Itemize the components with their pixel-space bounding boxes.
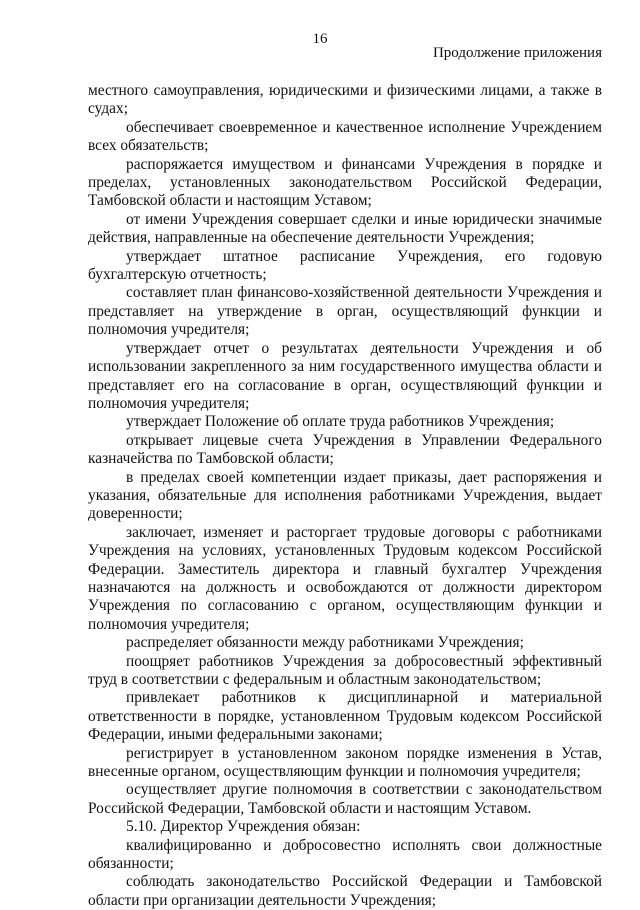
- paragraph: распределяет обязанности между работниками Учреждения;: [126, 634, 524, 652]
- paragraph: поощряет работников Учреждения за добросовестный эффективный труд в соответствии с федеральным и областным законодательством;: [88, 652, 602, 688]
- paragraph: утверждает штатное расписание Учреждения, его годовую бухгалтерскую отчетность;: [88, 247, 602, 284]
- paragraph: составляет план финансово-хозяйственной деятельности Учреждения и представляет на утверждение в орган, осуществляющий функции и полномочия учредителя;: [88, 284, 602, 339]
- paragraph: местного самоуправления, юридическими и физическими лицами, а также в судах;: [88, 82, 602, 118]
- paragraph: открывает лицевые счета Учреждения в Управлении Федерального казначейства по Тамбовской области;: [88, 431, 602, 468]
- paragraph: осуществляет другие полномочия в соответствии с законодательством Российской Федерации, Тамбовской области и настоящим Уставом.: [88, 781, 602, 817]
- paragraph: обеспечивает своевременное и качественное исполнение Учреждением всех обязательств;: [88, 118, 602, 155]
- paragraph: утверждает отчет о результатах деятельности Учреждения и об использовании закрепленного за ним государственного имущества области и представляет его на согласование в орган, осуществляющий функции и полномочия учредителя;: [88, 339, 602, 412]
- paragraph: регистрирует в установленном законом порядке изменения в Устав, внесенные органом, осуществляющим функции и полномочия учредителя;: [88, 744, 602, 781]
- paragraph: в пределах своей компетенции издает приказы, дает распоряжения и указания, обязательные для исполнения работниками Учреждения, выдает доверенности;: [88, 468, 602, 523]
- paragraph: привлекает работников к дисциплинарной и материальной ответственности в порядке, установленном Трудовым кодексом Российской Федерации, иными федеральными законами;: [88, 689, 602, 744]
- body-text: [88, 82, 602, 910]
- paragraph: заключает, изменяет и расторгает трудовые договоры с работниками Учреждения на условиях, установленных Трудовым кодексом Российской Федерации. Заместитель директора и главный бухгалтер Учреждения назначаются на должность и освобождаются от должности директором Учреждения по согласованию с органом, осуществляющим функции и полномочия учредителя;: [88, 523, 602, 633]
- page-number: 16: [312, 31, 328, 47]
- paragraph: распоряжается имуществом и финансами Учреждения в порядке и пределах, установленных законодательством Российской Федерации, Тамбовской области и настоящим Уставом;: [88, 155, 602, 210]
- paragraph: от имени Учреждения совершает сделки и иные юридически значимые действия, направленные на обеспечение деятельности Учреждения;: [88, 210, 602, 247]
- paragraph: соблюдать законодательство Российской Федерации и Тамбовской области при организации деятельности Учреждения;: [88, 873, 602, 909]
- paragraph: квалифицированно и добросовестно исполнять свои должностные обязанности;: [88, 836, 602, 873]
- appendix-continuation-note: Продолжение приложения: [432, 45, 602, 61]
- section-heading: 5.10. Директор Учреждения обязан:: [126, 818, 361, 836]
- paragraph: утверждает Положение об оплате труда работников Учреждения;: [126, 413, 555, 431]
